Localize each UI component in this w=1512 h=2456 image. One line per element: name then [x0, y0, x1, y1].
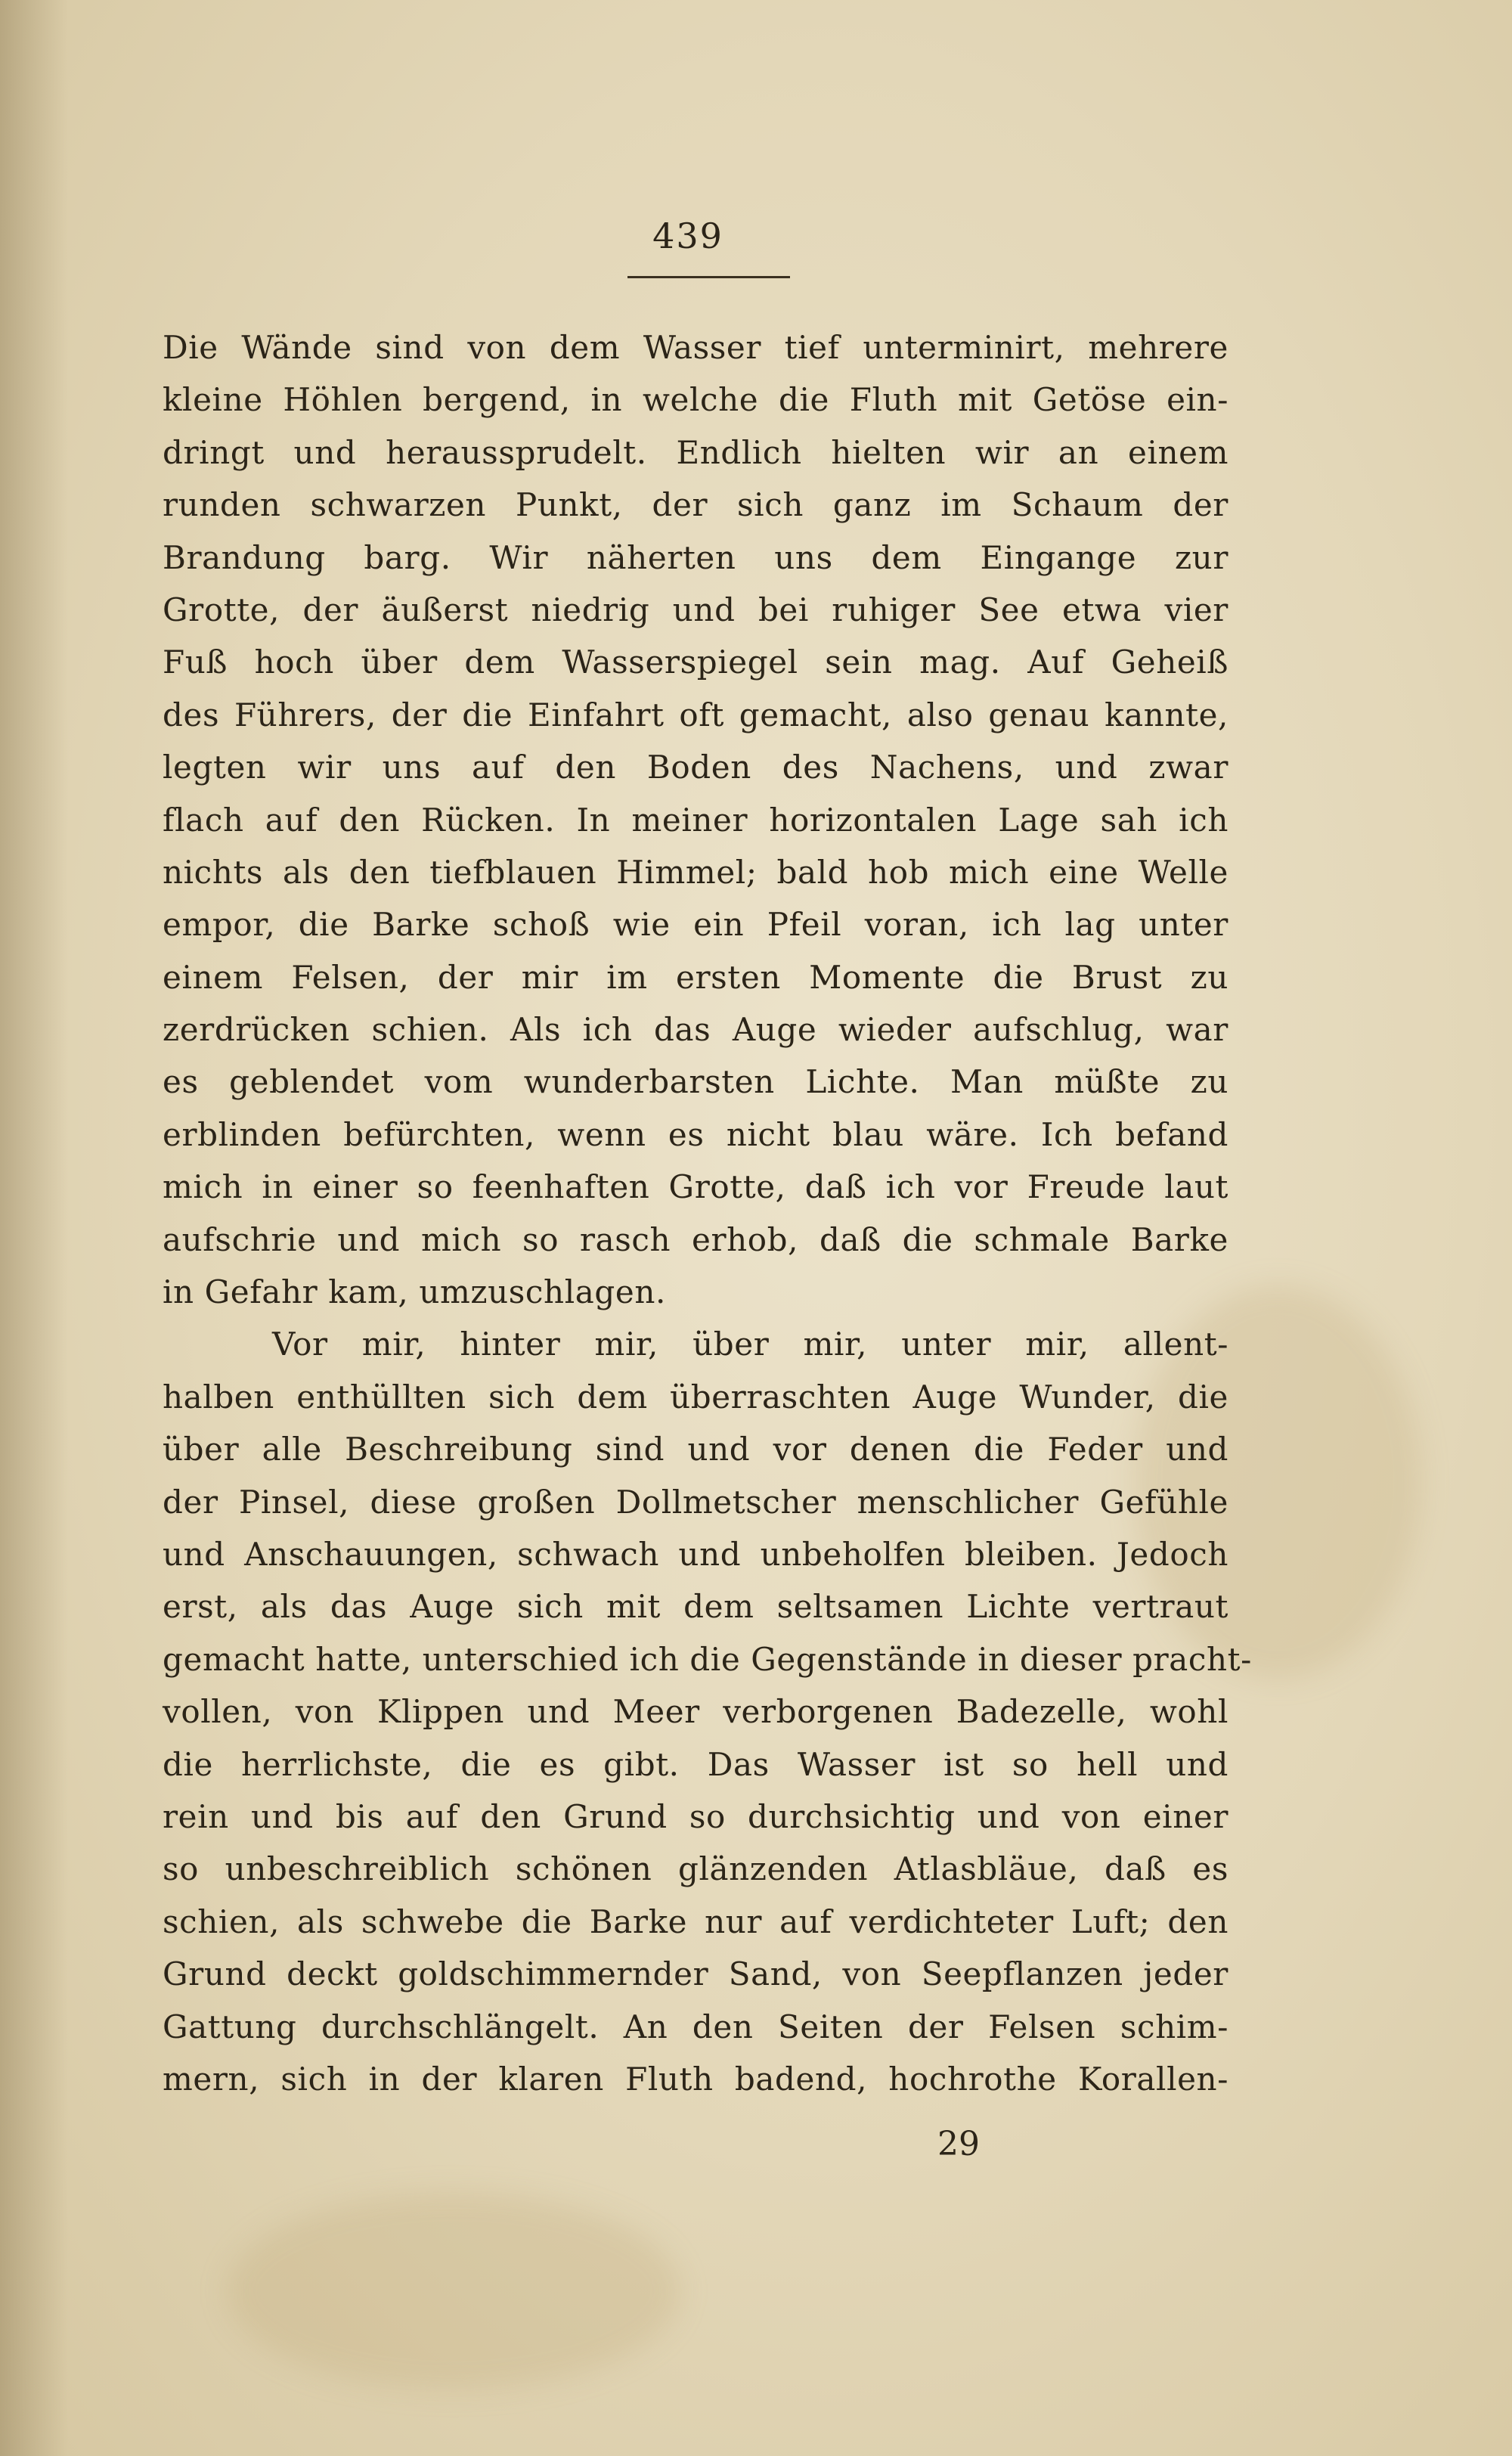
text-line: Die Wände sind von dem Wasser tief unterminirt, mehrere	[163, 329, 1228, 366]
text-line: über alle Beschreibung sind und vor denen die Feder und	[163, 1431, 1228, 1468]
text-line: Gattung durchschlängelt. An den Seiten der Felsen schim-	[163, 2008, 1228, 2045]
text-line: gemacht hatte, unterschied ich die Gegenstände in dieser pracht-	[163, 1640, 1252, 1678]
text-line: so unbeschreiblich schönen glänzenden Atlasbläue, daß es	[163, 1850, 1228, 1888]
text-line: flach auf den Rücken. In meiner horizontalen Lage sah ich	[163, 801, 1228, 839]
text-line: es geblendet vom wunderbarsten Lichte. Man müßte zu	[163, 1063, 1228, 1101]
text-line: erblinden befürchten, wenn es nicht blau wäre. Ich befand	[163, 1115, 1228, 1153]
text-line: kleine Höhlen bergend, in welche die Fluth mit Getöse ein-	[163, 381, 1228, 419]
text-line: und Anschauungen, schwach und unbeholfen bleiben. Jedoch	[163, 1535, 1228, 1573]
gutter-shadow	[0, 0, 68, 2456]
text-line: rein und bis auf den Grund so durchsichtig und von einer	[163, 1797, 1228, 1835]
body-text	[163, 321, 1252, 2105]
text-line: legten wir uns auf den Boden des Nachens, und zwar	[163, 749, 1228, 786]
text-line: nichts als den tiefblauen Himmel; bald hob mich eine Welle	[163, 853, 1228, 891]
text-line: erst, als das Auge sich mit dem seltsamen Lichte vertraut	[163, 1588, 1228, 1626]
text-line: der Pinsel, diese großen Dollmetscher menschlicher Gefühle	[163, 1483, 1228, 1521]
text-line: zerdrücken schien. Als ich das Auge wieder aufschlug, war	[163, 1011, 1228, 1049]
text-line: aufschrie und mich so rasch erhob, daß die schmale Barke	[163, 1220, 1228, 1258]
text-line: halben enthüllten sich dem überraschten Auge Wunder, die	[163, 1378, 1228, 1416]
text-line: Grund deckt goldschimmernder Sand, von Seepflanzen jeder	[163, 1955, 1228, 1993]
text-line: mich in einer so feenhaften Grotte, daß ich vor Freude laut	[163, 1168, 1228, 1206]
text-line: mern, sich in der klaren Fluth badend, hochrothe Korallen-	[163, 2060, 1228, 2098]
paper-stain	[227, 2193, 680, 2389]
text-line: vollen, von Klippen und Meer verborgenen Badezelle, wohl	[163, 1693, 1228, 1731]
header-rule	[627, 276, 790, 278]
paragraph-end-line: in Gefahr kam, umzuschlagen.	[163, 1273, 666, 1311]
paragraph-start-line: Vor mir, hinter mir, über mir, unter mir, allent-	[272, 1326, 1228, 1363]
text-line: einem Felsen, der mir im ersten Momente die Brust zu	[163, 958, 1228, 996]
text-line: die herrlichste, die es gibt. Das Wasser ist so hell und	[163, 1745, 1228, 1783]
text-line: schien, als schwebe die Barke nur auf verdichteter Luft; den	[163, 1902, 1228, 1940]
page-number: 439	[652, 216, 723, 256]
text-line: des Führers, der die Einfahrt oft gemacht, also genau kannte,	[163, 696, 1228, 733]
text-line: runden schwarzen Punkt, der sich ganz im Schaum der	[163, 486, 1228, 524]
text-line: Fuß hoch über dem Wasserspiegel sein mag. Auf Geheiß	[163, 643, 1228, 681]
signature-mark: 29	[937, 2125, 980, 2163]
text-line: Grotte, der äußerst niedrig und bei ruhiger See etwa vier	[163, 591, 1228, 628]
text-line: dringt und heraussprudelt. Endlich hielten wir an einem	[163, 433, 1228, 471]
text-line: Brandung barg. Wir näherten uns dem Eingange zur	[163, 538, 1228, 576]
text-line: empor, die Barke schoß wie ein Pfeil voran, ich lag unter	[163, 906, 1228, 944]
